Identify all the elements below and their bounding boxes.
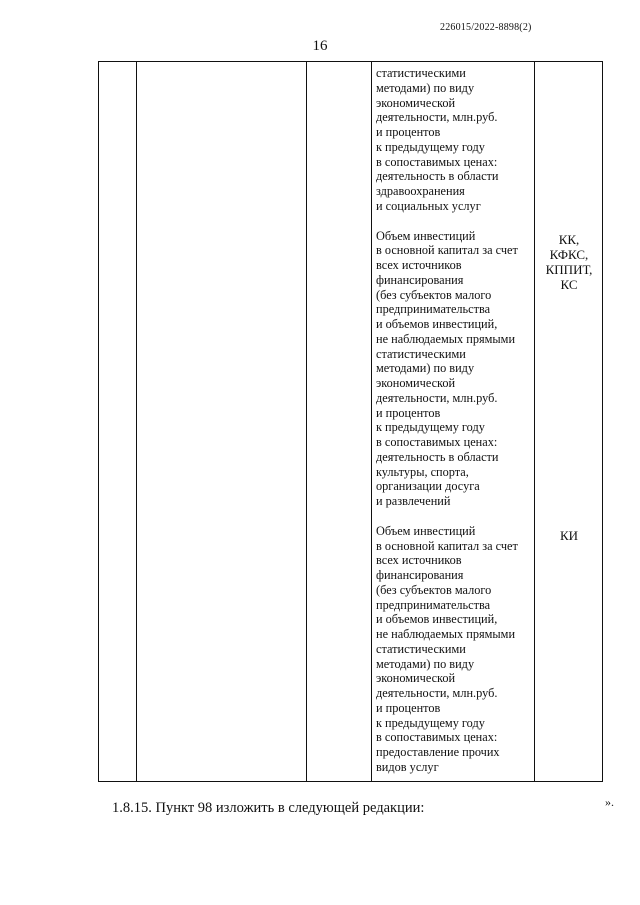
page-number: 16	[312, 38, 328, 54]
indicator-description: Объем инвестиций в основной капитал за счет всех источников финансирования (без субъектов малого предпринимательства и объемов инвестиций, не наблюдаемых прямыми статистическими методами) по виду экономической деятельности, млн.руб. и процентов к предыдущему году в сопоставимых ценах: деятельность в области культуры, спорта, организации досуга и развлечений	[376, 228, 518, 508]
column-divider	[534, 62, 535, 781]
column-divider	[306, 62, 307, 781]
amendment-paragraph: 1.8.15. Пункт 98 изложить в следующей редакции:	[112, 800, 425, 816]
indicator-description: Объем инвестиций в основной капитал за счет всех источников финансирования (без субъектов малого предпринимательства и объемов инвестиций, не наблюдаемых прямыми статистическими методами) по виду экономической деятельности, млн.руб. и процентов к предыдущему году в сопоставимых ценах: предоставление прочих видов услуг	[376, 523, 518, 774]
responsible-code: КИ	[559, 528, 579, 543]
column-divider	[371, 62, 372, 781]
closing-quote-mark: ».	[605, 795, 614, 809]
indicator-table	[98, 61, 603, 782]
indicator-description: статистическими методами) по виду экономической деятельности, млн.руб. и процентов к предыдущему году в сопоставимых ценах: деятельность в области здравоохранения и социальных услуг	[376, 66, 499, 213]
column-divider	[136, 62, 137, 781]
responsible-code: КК, КФКС, КППИТ, КС	[545, 232, 593, 292]
document-registration-number: 226015/2022-8898(2)	[440, 22, 532, 33]
indicator-description-column	[376, 66, 534, 775]
